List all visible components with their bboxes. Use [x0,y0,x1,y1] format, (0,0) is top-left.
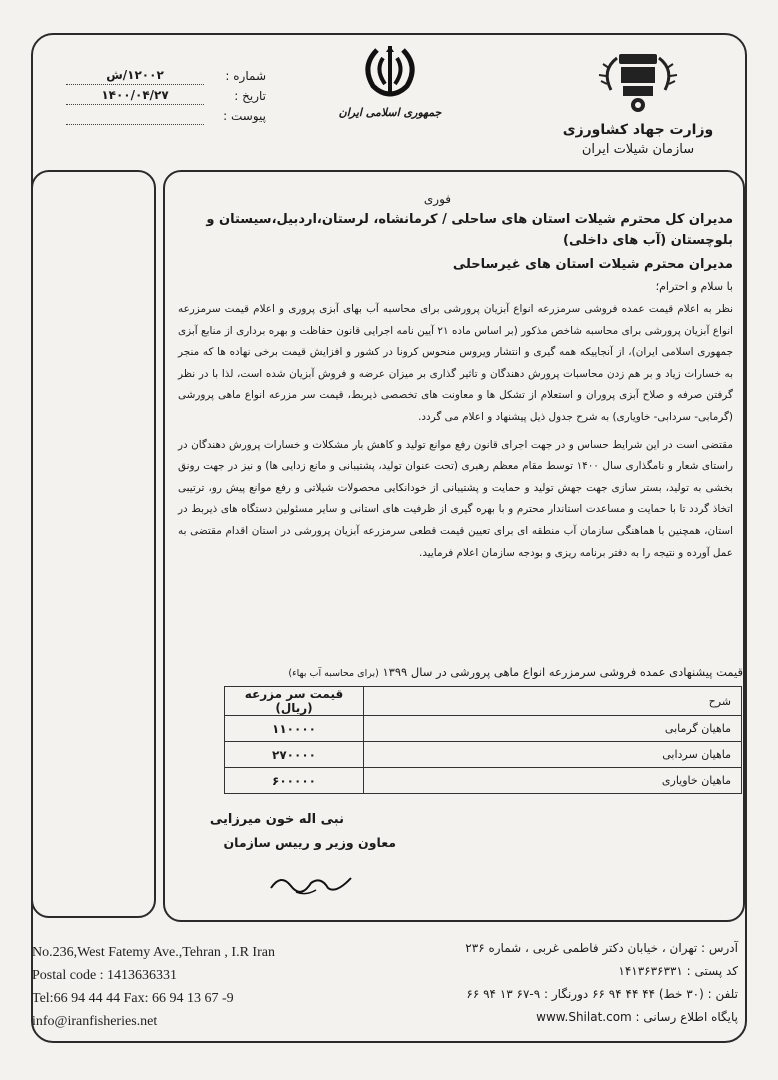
footer-email-en[interactable]: info@iranfisheries.net [32,1014,158,1029]
row-price: ۶۰۰۰۰۰ [225,768,364,794]
handwritten-signature-icon [266,868,356,898]
number-label: شماره : [225,69,266,83]
signatory-name: نبی اله خون میرزایی [209,812,344,827]
recipient-coastal: مدیران کل محترم شیلات استان های ساحلی / کرمانشاه، لرستان،اردبیل،سیستان و بلوچستان (آب های داخلی) [206,212,733,248]
table-row [225,768,742,794]
national-emblem [335,44,445,119]
footer-persian [368,937,738,1029]
jihad-logo-icon [597,50,679,116]
price-table [224,686,742,794]
table-caption-text: قیمت پیشنهادی عمده فروشی سرمزرعه انواع ماهی پرورشی در سال ۱۳۹۹ [382,665,743,679]
footer-postal-fa: کد پستی : ۱۴۱۳۶۳۶۳۳۱ [618,964,738,978]
row-price: ۱۱۰۰۰۰ [225,716,364,742]
date-label: تاریخ : [234,89,266,103]
header-price: قیمت سر مزرعه (ریال) [225,687,364,716]
date-field [66,86,266,106]
attachment-field [66,106,266,126]
row-description: ماهیان سردابی [364,742,742,768]
signature-block [196,812,396,902]
row-price: ۲۷۰۰۰۰ [225,742,364,768]
attachment-value [66,108,204,125]
footer-address-en: No.236,West Fatemy Ave.,Tehran , I.R Iran [32,945,275,960]
reference-fields [66,66,266,126]
attachment-label: پیوست : [223,109,266,123]
ministry-header [538,50,738,157]
left-margin-box [31,170,156,918]
footer-tel-en: Tel:66 94 44 44 Fax: 66 94 13 67 -9 [32,991,234,1006]
footer-english [32,941,275,1033]
urgency-mark: فوری [423,192,451,206]
paragraph-1: نظر به اعلام قیمت عمده فروشی سرمزرعه انواع آبزیان پرورشی برای محاسبه آب بهای آبزی پروری و اعلام قیمت سرمزرعه انواع آبزیان پرورشی برای محاسبه شاخص مذکور (بر اساس ماده ۲۱ آیین نامه اجرایی قانون حفاظت و بهره برداری از منابع آبزی جمهوری اسلامی ایران)، از آنجاییکه همه گیری و انتشار ویروس منحوس کرونا در کشور و افزایش قیمت برخی نهاده ها که منجر به خسارات زیاد و بر هم زدن محاسبات پرورش دهندگان و تاثیر گذاری بر میزان عرضه و فروش آبزیان شده است، لذا با در نظر گرفتن صرفه و صلاح آبزی پروران و استعلام از تشکل ها و معاونت های تخصصی ذیربط، قیمت سر مزرعه انواع ماهی پرورشی (گرمابی- سردابی- خاویاری) به شرح جدول ذیل پیشنهاد و اعلام می گردد. [178,303,733,423]
ministry-name: وزارت جهاد کشاورزی [562,122,714,138]
row-description: ماهیان گرمابی [364,716,742,742]
date-value: ۱۴۰۰/۰۴/۲۷ [66,88,204,105]
organization-name: سازمان شیلات ایران [581,142,695,157]
paragraph-2: مقتضی است در این شرایط حساس و در جهت اجرای قانون رفع موانع تولید و کاهش بار مشکلات و خسارات پرورش دهندگان در راستای شعار و نامگذاری سال ۱۴۰۰ توسط مقام معظم رهبری (تحت عنوان تولید، پشتیبانی و مانع زدایی ها) و نیز در جهت رونق بخشی به تولید، بستر سازی جهت جهش تولید و حمایت و پشتیبانی از خودانکایی محصولات شیلاتی و رفع موانع پیش رو، ترتیبی اتخاذ گردد تا با حمایت و مساعدت استاندار محترم و با بهره گیری از ظرفیت های استانی و سایر مسئولین دستگاه های ذیربط در استان، همچنین با هماهنگی سازمان آب منطقه ای برای تعیین قیمت قطعی سرمزرعه آبزیان پرورشی در استان اقدام مقتضی به عمل آورده و نتیجه را به دفتر برنامه ریزی و بودجه سازمان اعلام فرمایید. [178,438,733,559]
footer-web-fa[interactable]: پایگاه اطلاع رسانی : www.Shilat.com [536,1010,738,1024]
footer-postal-en: Postal code : 1413636331 [32,968,178,983]
republic-name: جمهوری اسلامی ایران [338,106,442,119]
table-caption [223,665,743,679]
table-row [225,716,742,742]
recipient-inland: مدیران محترم شیلات استان های غیرساحلی [452,257,733,272]
footer-tel-fa: تلفن : (۳۰ خط) ۴۴ ۴۴ ۹۴ ۶۶ دورنگار : ۹-۶۷ ۱۳ ۹۴ ۶۶ [466,987,738,1001]
header-description: شرح [364,687,742,716]
row-description: ماهیان خاویاری [364,768,742,794]
letter-body [178,192,733,564]
footer-address-fa: آدرس : تهران ، خیابان دکتر فاطمی غربی ، شماره ۲۳۶ [465,941,738,955]
number-value: ۱۲۰۰۲/ش [66,68,204,85]
greeting: با سلام و احترام؛ [655,280,733,293]
signatory-title: معاون وزیر و رییس سازمان [223,835,396,850]
table-row [225,742,742,768]
number-field [66,66,266,86]
table-caption-note: (برای محاسبه آب بهاء) [288,668,379,679]
iran-emblem-icon [355,44,425,100]
table-header-row [225,687,742,716]
